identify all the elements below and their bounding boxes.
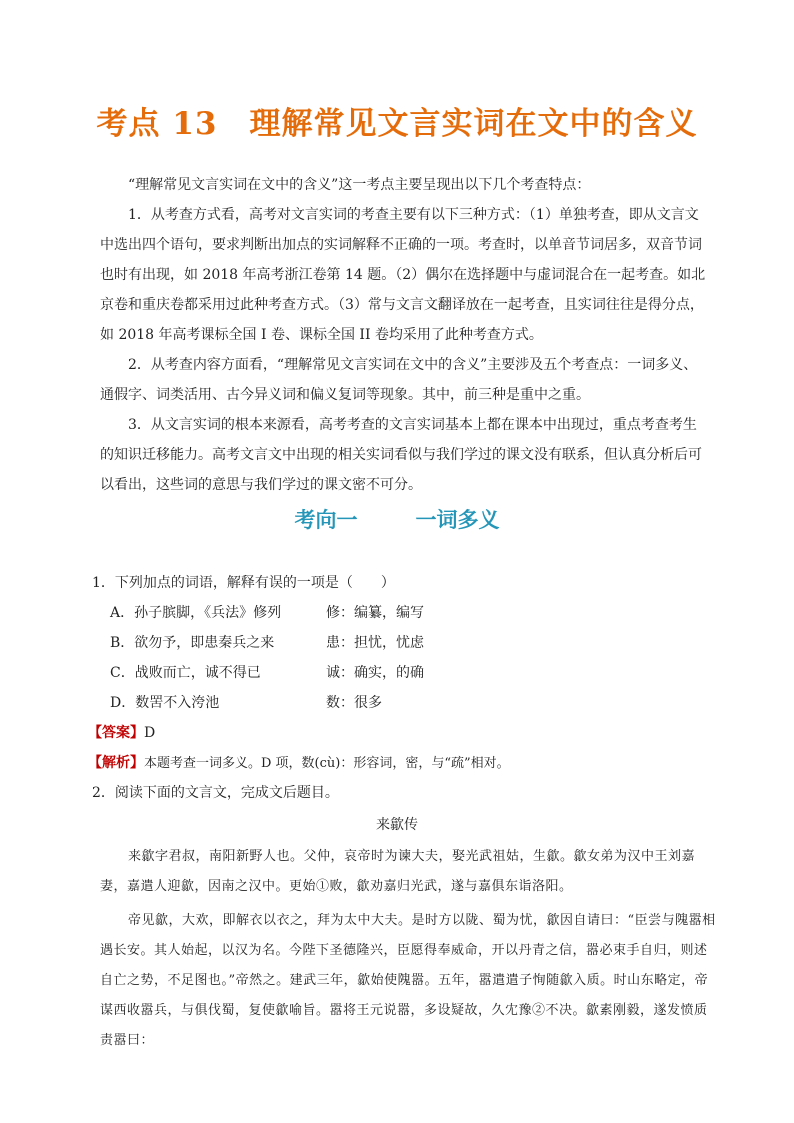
- option-d-gloss: 数：很多: [326, 695, 382, 711]
- option-b-gloss: 患：担忧，忧虑: [326, 635, 424, 651]
- analysis-text: 本题考查一词多义。D 项，数(cù)：形容词，密，与“疏”相对。: [144, 756, 510, 771]
- answer-value: D: [144, 725, 156, 741]
- passage-title: 来歙传: [376, 817, 418, 833]
- option-a-gloss: 修：编纂，编写: [326, 605, 424, 621]
- option-c-gloss: 诚：确实，的确: [326, 665, 424, 681]
- passage-paragraph-1: 来歙字君叔，南阳新野人也。父仲，哀帝时为谏大夫，娶光武祖姑，生歙。歙女弟为汉中王刘嘉妻，嘉遣人迎歙，因南之汉中。更始①败，歙劝嘉归光武，遂与嘉俱东诣洛阳。: [100, 849, 696, 894]
- section-heading-left: 考向一: [294, 508, 358, 532]
- analysis-tag: 【解析】: [88, 755, 144, 771]
- option-d-text: D．数罟不入洿池: [110, 695, 220, 711]
- section-heading-right: 一词多义: [415, 508, 500, 532]
- option-c-text: C．战败而亡，诚不得已: [110, 665, 261, 681]
- page-title: 考点 13 理解常见文言实词在文中的含义: [96, 106, 698, 142]
- answer-line: [88, 722, 155, 742]
- option-a-text: A．孙子膑脚，《兵法》修列: [110, 605, 282, 621]
- answer-tag: 【答案】: [88, 725, 144, 741]
- question-1-stem: 1．下列加点的词语，解释有误的一项是（ ）: [92, 575, 395, 591]
- intro-lead: “理解常见文言实词在文中的含义”这一考点主要呈现出以下几个考查特点：: [128, 177, 591, 193]
- intro-point-2: 2．从考查内容方面看，“理解常见文言实词在文中的含义”主要涉及五个考查点：一词多义、通假字、词类活用、古今异义词和偏义复词等现象。其中，前三种是重中之重。: [100, 357, 698, 403]
- intro-point-1: 1．从考查方式看，高考对文言实词的考查主要有以下三种方式：（1）单独考查，即从文言文中选出四个语句，要求判断出加点的实词解释不正确的一项。考查时，以单音节词居多，双音节词也时有出现，如 2018 年高考浙江卷第 14 题。（2）偶尔在选择题中与虚词混合在一起考查。如北京卷和重庆卷都采用过此种考查方式。（3）常与文言文翻译放在一起考查，且实词往往是得分点，如 2018 年高考课标全国 I 卷、课标全国 II 卷均采用了此种考查方式。: [100, 207, 706, 343]
- passage-paragraph-2: 帝见歙，大欢，即解衣以衣之，拜为太中大夫。是时方以陇、蜀为忧，歙因自请曰：“臣尝与隗嚣相遇长安。其人始起，以汉为名。今陛下圣德隆兴，臣愿得奉威命，开以丹青之信，嚣必束手自归，则述自亡之势，不足图也。”帝然之。建武三年，歙始使隗嚣。五年，嚣遣遣子恂随歙入质。时山东略定，帝谋西收嚣兵，与俱伐蜀，复使歙喻旨。嚣将王元说嚣，多设疑故，久冘豫②不决。歙素刚毅，遂发愤质责嚣曰：: [100, 913, 716, 1048]
- intro-point-3: 3．从文言实词的根本来源看，高考考查的文言实词基本上都在课本中出现过，重点考查考生的知识迁移能力。高考文言文中出现的相关实词看似与我们学过的课文没有联系，但认真分析后可以看出，这些词的意思与我们学过的课文密不可分。: [100, 417, 702, 493]
- question-2-stem: 2．阅读下面的文言文，完成文后题目。: [92, 785, 339, 801]
- analysis-line: [88, 752, 510, 772]
- option-b-text: B．欲勿予，即患秦兵之来: [110, 635, 275, 651]
- section-heading: [0, 504, 794, 534]
